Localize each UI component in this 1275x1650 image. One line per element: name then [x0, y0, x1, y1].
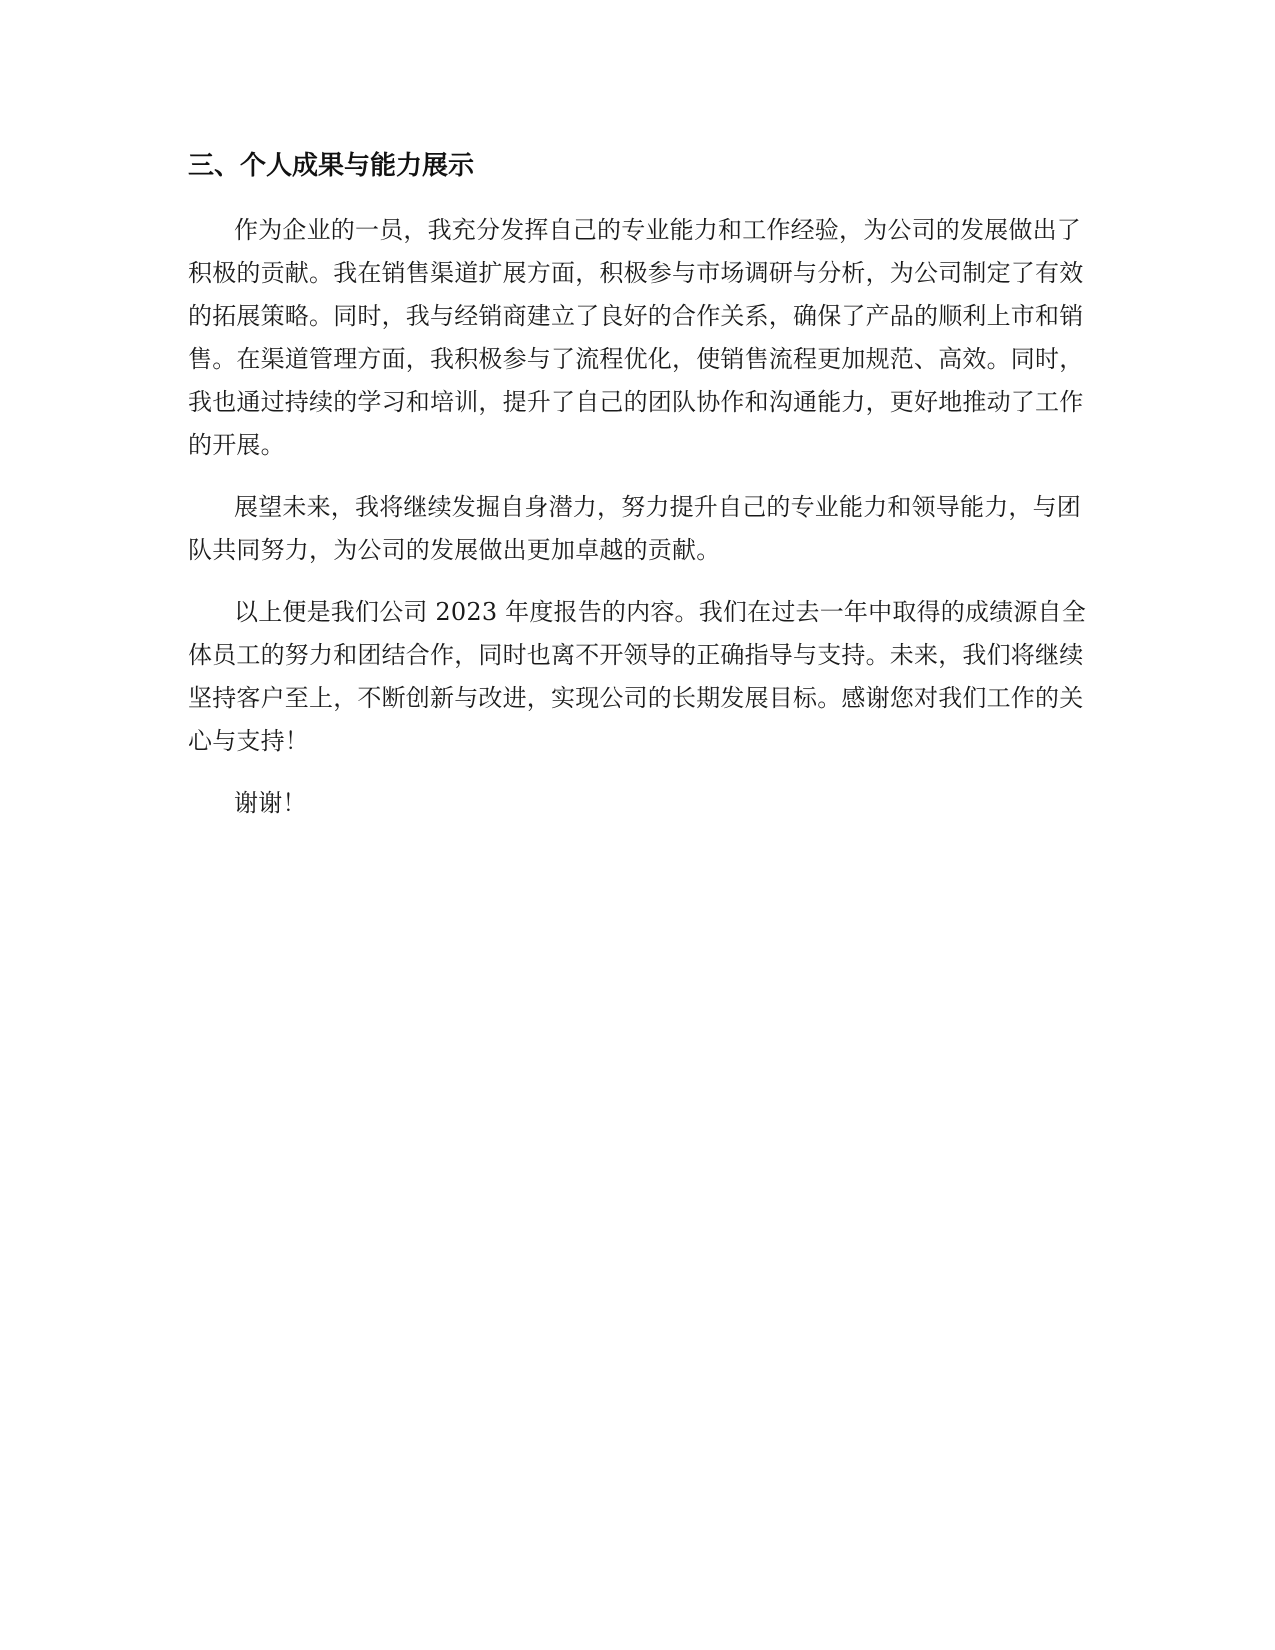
paragraph-outlook: 展望未来，我将继续发掘自身潜力，努力提升自己的专业能力和领导能力，与团队共同努力，为公司的发展做出更加卓越的贡献。 [188, 493, 1081, 564]
paragraph-achievements: 作为企业的一员，我充分发挥自己的专业能力和工作经验，为公司的发展做出了积极的贡献。我在销售渠道扩展方面，积极参与市场调研与分析，为公司制定了有效的拓展策略。同时，我与经销商建立了良好的合作关系，确保了产品的顺利上市和销售。在渠道管理方面，我积极参与了流程优化，使销售流程更加规范、高效。同时，我也通过持续的学习和培训，提升了自己的团队协作和沟通能力，更好地推动了工作的开展。 [188, 216, 1084, 459]
paragraph-thanks: 谢谢！ [234, 789, 307, 817]
paragraph-summary: 以上便是我们公司 2023 年度报告的内容。我们在过去一年中取得的成绩源自全体员工的努力和团结合作，同时也离不开领导的正确指导与支持。未来，我们将继续坚持客户至上，不断创新与改进，实现公司的长期发展目标。感谢您对我们工作的关心与支持！ [188, 598, 1086, 755]
section-heading: 三、个人成果与能力展示 [188, 151, 475, 181]
document-body [188, 146, 1088, 844]
